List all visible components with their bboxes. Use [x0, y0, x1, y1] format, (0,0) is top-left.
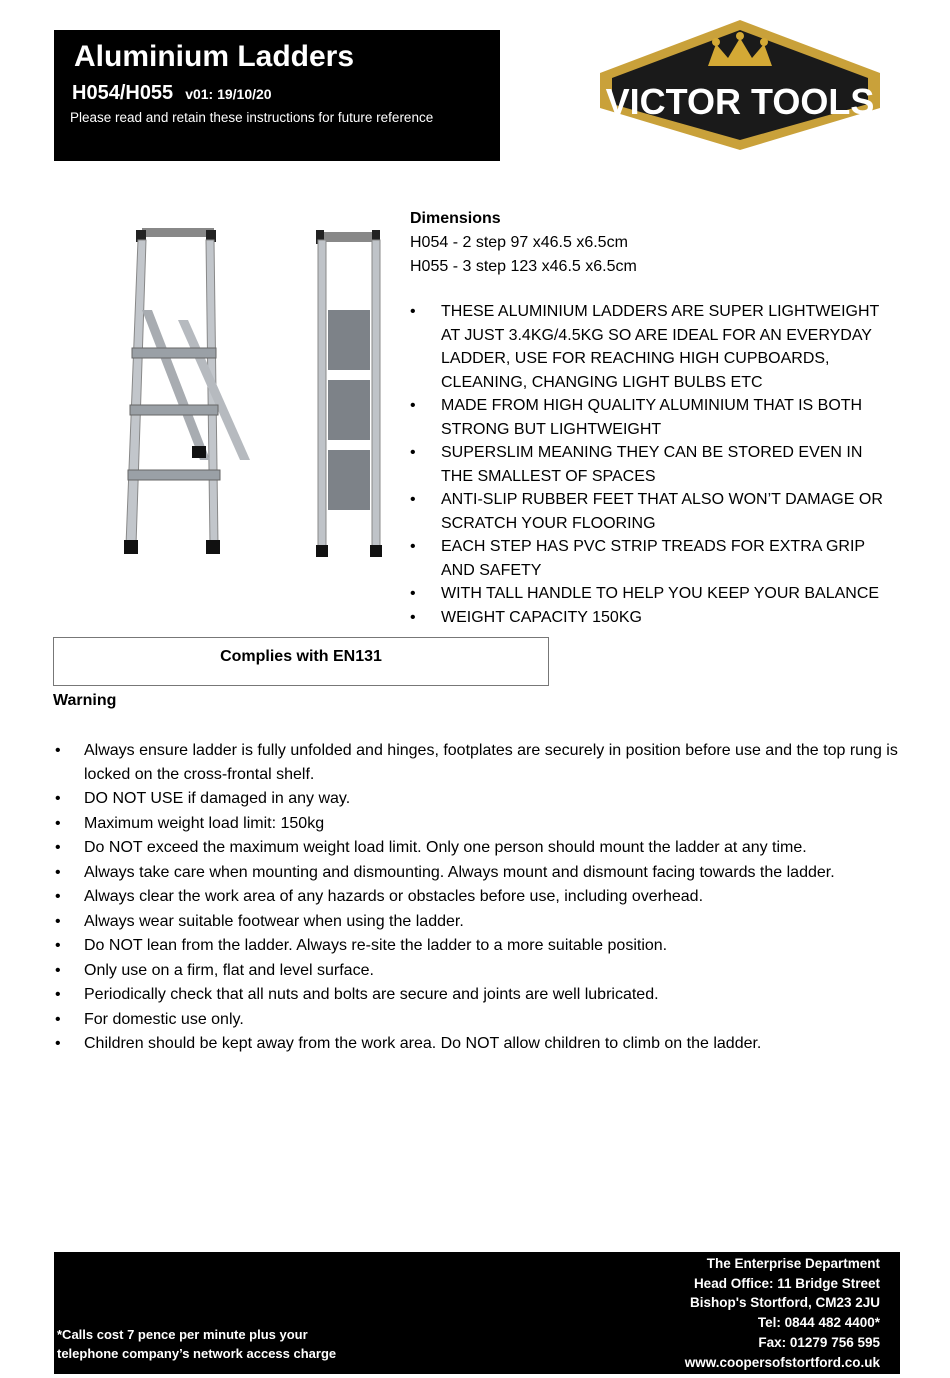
feature-item: • THESE ALUMINIUM LADDERS ARE SUPER LIGHTWEIGHT AT JUST 3.4KG/4.5KG SO ARE IDEAL FOR AN EVERYDAY LADDER, USE FOR REACHING HIGH CUPBOARDS, CLEANING, CHANGING LIGHT BULBS ETC — [410, 300, 890, 394]
document-title: Aluminium Ladders — [74, 40, 355, 73]
product-code-text: H054/H055 — [72, 82, 174, 104]
footer-banner — [54, 1252, 900, 1374]
dimensions-section — [410, 207, 637, 279]
calls-note-line: telephone company’s network access charge — [57, 1346, 337, 1361]
feature-item: • WITH TALL HANDLE TO HELP YOU KEEP YOUR BALANCE — [410, 582, 890, 606]
product-code — [72, 82, 272, 105]
compliance-box — [53, 637, 549, 686]
warning-item: • Always take care when mounting and dismounting. Always mount and dismount facing towards the ladder. — [53, 861, 898, 885]
address-fax: Fax: 01279 756 595 — [758, 1334, 880, 1350]
compliance-text: Complies with EN131 — [220, 648, 382, 665]
retain-note: Please read and retain these instructions for future reference — [70, 110, 434, 125]
victor-tools-logo — [596, 18, 884, 152]
ladder-photo — [60, 200, 400, 595]
warning-item: • Always wear suitable footwear when using the ladder. — [53, 910, 898, 934]
dimension-line-h054: H054 - 2 step 97 x46.5 x6.5cm — [410, 234, 628, 251]
warning-item: • Children should be kept away from the work area. Do NOT allow children to climb on the ladder. — [53, 1032, 898, 1056]
header-banner — [54, 30, 500, 161]
company-address — [685, 1254, 880, 1372]
warning-item: • Do NOT lean from the ladder. Always re-site the ladder to a more suitable position. — [53, 934, 898, 958]
feature-item: • WEIGHT CAPACITY 150KG — [410, 606, 890, 630]
warning-item: • Always ensure ladder is fully unfolded and hinges, footplates are securely in position before use and the top rung is locked on the cross-frontal shelf. — [53, 739, 898, 786]
feature-item: • SUPERSLIM MEANING THEY CAN BE STORED EVEN IN THE SMALLEST OF SPACES — [410, 441, 890, 488]
feature-item: • MADE FROM HIGH QUALITY ALUMINIUM THAT IS BOTH STRONG BUT LIGHTWEIGHT — [410, 394, 890, 441]
warning-item: • Only use on a firm, flat and level surface. — [53, 959, 898, 983]
warning-item: • Periodically check that all nuts and bolts are secure and joints are well lubricated. — [53, 983, 898, 1007]
warning-title: Warning — [53, 692, 117, 709]
warning-item: • For domestic use only. — [53, 1008, 898, 1032]
dimension-line-h055: H055 - 3 step 123 x46.5 x6.5cm — [410, 258, 637, 275]
warning-item: • Always clear the work area of any hazards or obstacles before use, including overhead. — [53, 885, 898, 909]
logo-text: VICTOR TOOLS — [605, 81, 875, 122]
address-town: Bishop's Stortford, CM23 2JU — [690, 1295, 880, 1311]
feature-item: • EACH STEP HAS PVC STRIP TREADS FOR EXTRA GRIP AND SAFETY — [410, 535, 890, 582]
address-website: www.coopersofstortford.co.uk — [684, 1354, 880, 1370]
warning-item: • DO NOT USE if damaged in any way. — [53, 787, 898, 811]
dimensions-title: Dimensions — [410, 210, 501, 227]
open-ladder-illustration — [124, 228, 250, 554]
warning-item: • Maximum weight load limit: 150kg — [53, 812, 898, 836]
address-head-office: Head Office: 11 Bridge Street — [693, 1275, 880, 1291]
folded-ladder-illustration — [316, 230, 382, 557]
calls-note — [57, 1325, 336, 1363]
feature-item: • ANTI-SLIP RUBBER FEET THAT ALSO WON’T DAMAGE OR SCRATCH YOUR FLOORING — [410, 488, 890, 535]
warning-item: • Do NOT exceed the maximum weight load limit. Only one person should mount the ladder at any time. — [53, 836, 898, 860]
calls-note-line: *Calls cost 7 pence per minute plus your — [57, 1327, 308, 1342]
feature-list — [410, 300, 890, 629]
address-department: The Enterprise Department — [706, 1256, 880, 1271]
version-label: v01: 19/10/20 — [185, 86, 272, 102]
warning-list — [53, 739, 898, 1057]
address-tel: Tel: 0844 482 4400* — [757, 1315, 880, 1331]
